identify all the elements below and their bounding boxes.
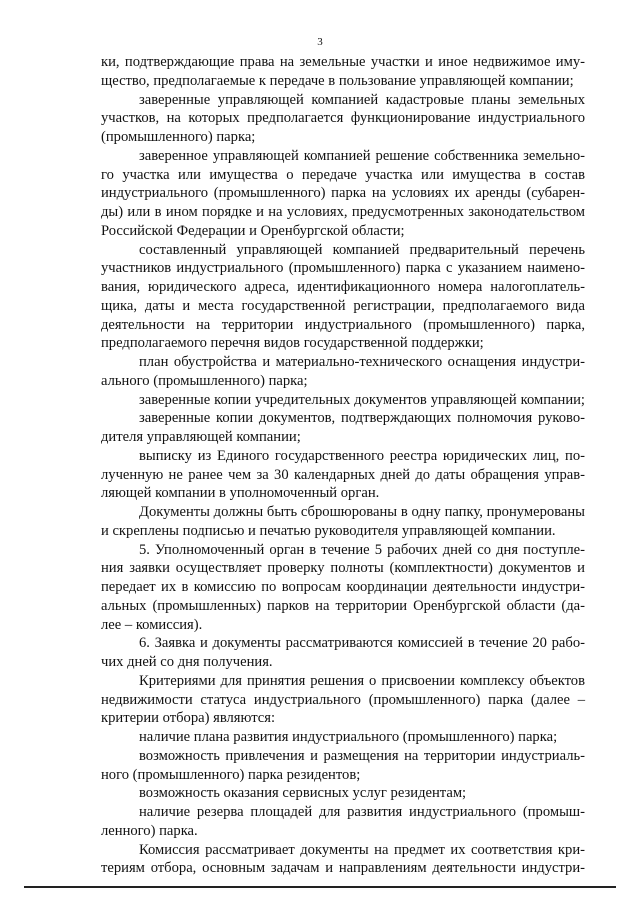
text-line: чих дней со дня получения. xyxy=(101,654,273,670)
text-line: Документы должны быть сброшюрованы в одну папку, пронумерованы xyxy=(139,504,585,520)
text-line: заверенные управляющей компанией кадастровые планы земельных xyxy=(139,91,585,108)
page-number: 3 xyxy=(317,36,323,48)
text-line: ального (промышленного) парка; xyxy=(101,372,308,389)
text-line: план обустройства и материально-технического оснащения индустри- xyxy=(139,354,585,370)
text-line: го участка или имущества о передаче участка или имущества в состав xyxy=(101,166,585,183)
text-line: критерии отбора) являются: xyxy=(101,710,276,727)
text-line: ды) или в ином порядке и на условиях, предусмотренных законодательством xyxy=(101,204,585,220)
text-line: составленный управляющей компанией предварительный перечень xyxy=(139,241,585,258)
text-line: ного (промышленного) парка резидентов; xyxy=(101,766,361,783)
text-line: лученную не ранее чем за 30 календарных дней до даты обращения управ- xyxy=(101,466,585,483)
text-line: дителя управляющей компании; xyxy=(101,429,301,445)
text-line: заверенное управляющей компанией решение собственника земельно- xyxy=(139,147,585,164)
text-line: и скреплены подписью и печатью руководителя управляющей компании. xyxy=(101,522,556,539)
text-line: щество, предполагаемые к передаче в пользование управляющей компании; xyxy=(101,72,574,89)
text-line: возможность оказания сервисных услуг резидентам; xyxy=(139,785,467,802)
text-line: возможность привлечения и размещения на территории индустриаль- xyxy=(139,747,585,764)
text-line: Российской Федерации и Оренбургской области; xyxy=(101,222,405,239)
text-line: участков, на которых предполагается функционирование индустриального xyxy=(101,110,585,127)
text-line: Критериями для принятия решения о присвоении комплексу объектов xyxy=(139,672,585,689)
text-line: альных (промышленных) парков на территории Оренбургской области (да- xyxy=(101,597,585,614)
text-line: ки, подтверждающие права на земельные участки и иное недвижимое иму- xyxy=(101,54,585,70)
text-line: ния заявки осуществляет проверку полноты (комплектности) документов и xyxy=(101,560,585,577)
text-line: участников индустриального (промышленного) парка с указанием наимено- xyxy=(101,260,585,277)
text-line: териям отбора, основным задачам и направлениям деятельности индустри- xyxy=(101,860,585,877)
text-line: передает их в комиссию по вопросам координации деятельности индустри- xyxy=(101,579,585,595)
text-line: недвижимости статуса индустриального (промышленного) парка (далее – xyxy=(101,691,585,708)
text-line: наличие резерва площадей для развития индустриального (промыш- xyxy=(139,804,585,820)
text-line: ляющей компании в уполномоченный орган. xyxy=(101,485,380,502)
text-line: щика, даты и места государственной регистрации, предполагаемого вида xyxy=(101,297,585,314)
text-line: заверенные копии учредительных документов управляющей компании; xyxy=(139,391,585,408)
text-line: заверенные копии документов, подтверждающих полномочия руково- xyxy=(139,410,585,427)
text-line: 5. Уполномоченный орган в течение 5 рабочих дней со дня поступле- xyxy=(139,541,585,558)
text-line: деятельности на территории индустриального (промышленного) парка, xyxy=(101,316,585,333)
text-line: 6. Заявка и документы рассматриваются комиссией в течение 20 рабо- xyxy=(139,635,585,652)
text-line: лее – комиссия). xyxy=(101,616,203,633)
text-line: выписку из Единого государственного реестра юридических лиц, по- xyxy=(139,447,585,464)
text-line: индустриального (промышленного) парка на условиях их аренды (субарен- xyxy=(101,185,585,202)
text-line: наличие плана развития индустриального (промышленного) парка; xyxy=(139,729,558,745)
text-line: Комиссия рассматривает документы на предмет их соответствия кри- xyxy=(139,841,585,858)
text-line: вания, юридического адреса, идентификационного номера налогоплатель- xyxy=(101,279,585,295)
text-line: (промышленного) парка; xyxy=(101,129,256,145)
bottom-rule xyxy=(24,886,616,888)
document-body xyxy=(101,53,585,878)
text-line: ленного) парка. xyxy=(101,822,198,839)
text-line: предполагаемого перечня видов государственной поддержки; xyxy=(101,335,484,352)
